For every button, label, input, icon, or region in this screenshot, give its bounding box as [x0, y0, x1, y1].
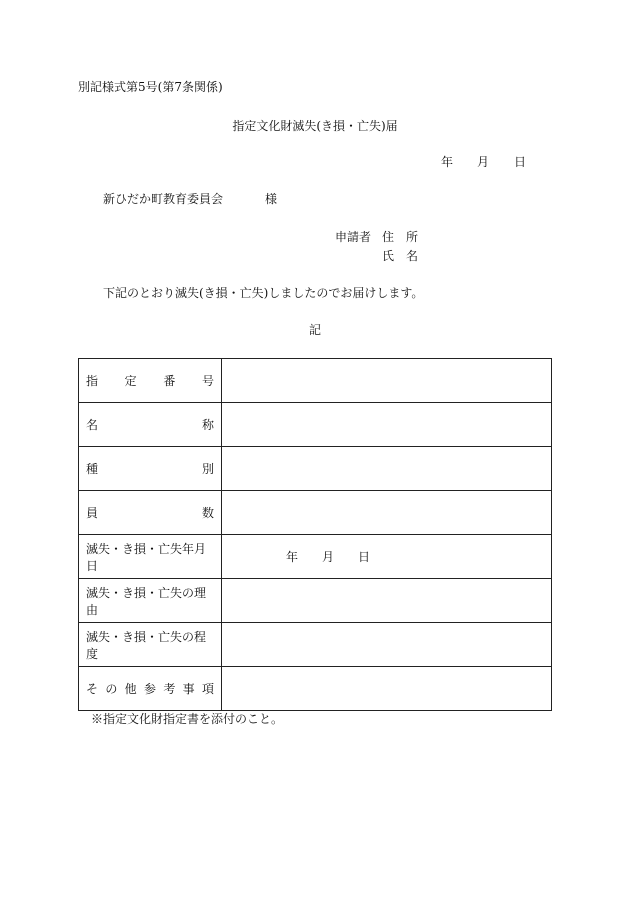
body-text: 下記のとおり滅失(き損・亡失)しましたのでお届けします。	[103, 286, 424, 300]
table-row	[79, 359, 552, 403]
addressee-name: 新ひだか町教育委員会	[103, 192, 224, 206]
table-row	[79, 667, 552, 711]
value-designation-number[interactable]	[222, 359, 552, 403]
table-row	[79, 447, 552, 491]
label-type: 種 別	[79, 447, 222, 491]
name-label-2: 名	[406, 249, 419, 263]
label-designation-number: 指 定 番 号	[79, 359, 222, 403]
label-loss-date: 滅失・き損・亡失年月日	[79, 535, 222, 579]
day-label: 日	[514, 155, 527, 169]
applicant-role: 申請者	[335, 230, 372, 244]
table-row	[79, 579, 552, 623]
table-row	[79, 535, 552, 579]
table-row	[79, 623, 552, 667]
value-loss-date[interactable]: 年 月 日	[222, 535, 552, 579]
name-label-1: 氏	[382, 249, 395, 263]
month-label: 月	[477, 155, 490, 169]
footnote: ※指定文化財指定書を添付のこと。	[91, 712, 284, 726]
document-title: 指定文化財滅失(き損・亡失)届	[232, 119, 398, 133]
address-label-2: 所	[406, 230, 419, 244]
ki-heading: 記	[308, 323, 321, 337]
label-loss-reason: 滅失・き損・亡失の理由	[79, 579, 222, 623]
label-other-notes: そ の 他 参 考 事 項	[79, 667, 222, 711]
value-loss-reason[interactable]	[222, 579, 552, 623]
table-row	[79, 403, 552, 447]
value-name[interactable]	[222, 403, 552, 447]
label-count: 員 数	[79, 491, 222, 535]
addressee-honorific: 様	[265, 192, 278, 206]
form-id: 別記様式第5号(第7条関係)	[78, 80, 223, 94]
label-name: 名 称	[79, 403, 222, 447]
applicant-block	[335, 231, 418, 269]
table-row	[79, 491, 552, 535]
addressee	[103, 193, 277, 205]
year-label: 年	[441, 155, 454, 169]
value-other-notes[interactable]	[222, 667, 552, 711]
value-loss-extent[interactable]	[222, 623, 552, 667]
label-loss-extent: 滅失・き損・亡失の程度	[79, 623, 222, 667]
address-label-1: 住	[382, 230, 395, 244]
value-type[interactable]	[222, 447, 552, 491]
submission-date	[441, 156, 526, 168]
report-table	[78, 358, 552, 711]
value-count[interactable]	[222, 491, 552, 535]
